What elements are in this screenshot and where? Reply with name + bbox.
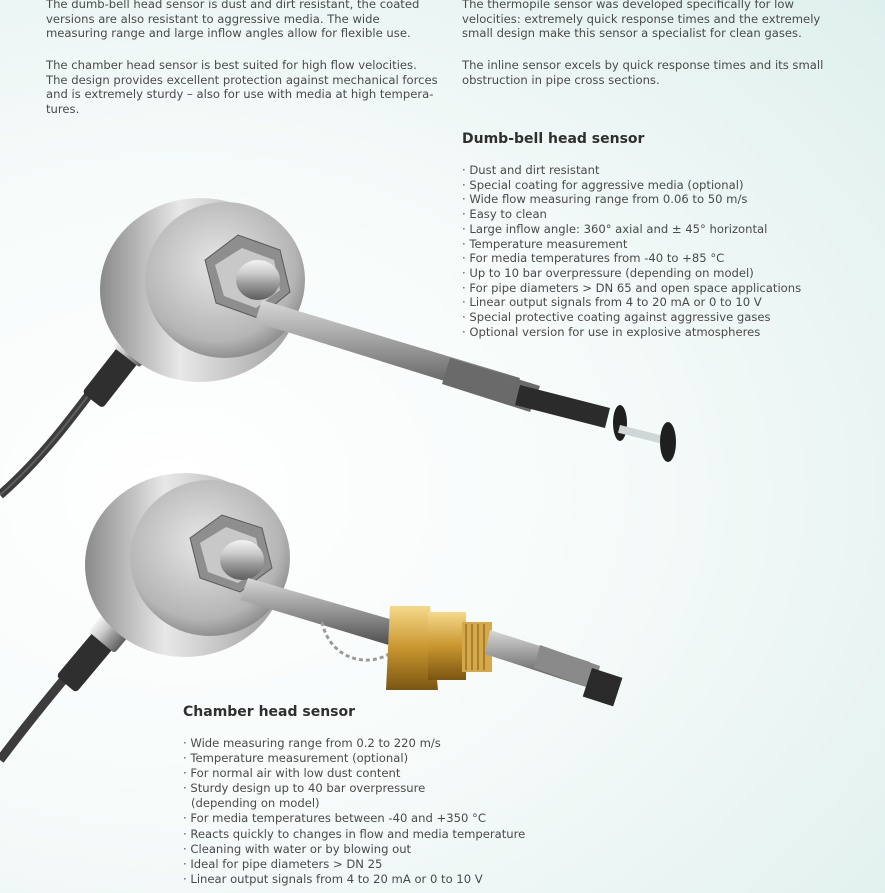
list-item: · Optional version for use in explosive atmospheres [462,325,801,340]
list-item: · For normal air with low dust content [183,766,525,781]
intro-paragraph-dumbbell: The dumb-bell head sensor is dust and dirt resistant, the coated versions are also resistant to aggressive media. The wide measuring range and large inflow angles allow for flexible use. [46,0,420,41]
list-item: · For media temperatures from -40 to +85 °C [462,251,801,266]
intro-paragraph-inline: The inline sensor excels by quick response times and its small obstruction in pipe cross sections. [462,58,824,87]
list-item: · Dust and dirt resistant [462,163,801,178]
list-item: · Ideal for pipe diameters > DN 25 [183,857,525,872]
list-item: · Large inflow angle: 360° axial and ± 45° horizontal [462,222,801,237]
intro-paragraph-chamber: The chamber head sensor is best suited for high flow velocities. The design provides excellent protection against mechanical forces and is extremely sturdy – also for use with media at high tempera- tures. [46,58,438,116]
list-item: · Temperature measurement (optional) [183,751,525,766]
list-item-continuation: (depending on model) [191,796,320,811]
list-item: · Wide flow measuring range from 0.06 to 50 m/s [462,192,801,207]
dumbbell-heading: Dumb-bell head sensor [462,131,645,147]
list-item: · Linear output signals from 4 to 20 mA or 0 to 10 V [462,295,801,310]
dumbbell-feature-list [462,163,801,339]
list-item: · Linear output signals from 4 to 20 mA or 0 to 10 V [183,872,525,887]
intro-paragraph-thermopile: The thermopile sensor was developed specifically for low velocities: extremely quick response times and the extremely small design make this sensor a specialist for clean gases. [462,0,821,41]
chamber-heading: Chamber head sensor [183,704,356,720]
list-item: · Temperature measurement [462,237,801,252]
list-item: · Up to 10 bar overpressure (depending on model) [462,266,801,281]
list-item: · Special coating for aggressive media (optional) [462,178,801,193]
list-item: · For pipe diameters > DN 65 and open space applications [462,281,801,296]
list-item: · For media temperatures between -40 and +350 °C [183,811,525,826]
list-item: · Reacts quickly to changes in flow and media temperature [183,827,525,842]
list-item: · Wide measuring range from 0.2 to 220 m/s [183,736,525,751]
chamber-feature-list [183,736,525,887]
list-item: · Special protective coating against aggressive gases [462,310,801,325]
list-item: · Easy to clean [462,207,801,222]
list-item: · Cleaning with water or by blowing out [183,842,525,857]
list-item: · Sturdy design up to 40 bar overpressure [183,781,525,796]
